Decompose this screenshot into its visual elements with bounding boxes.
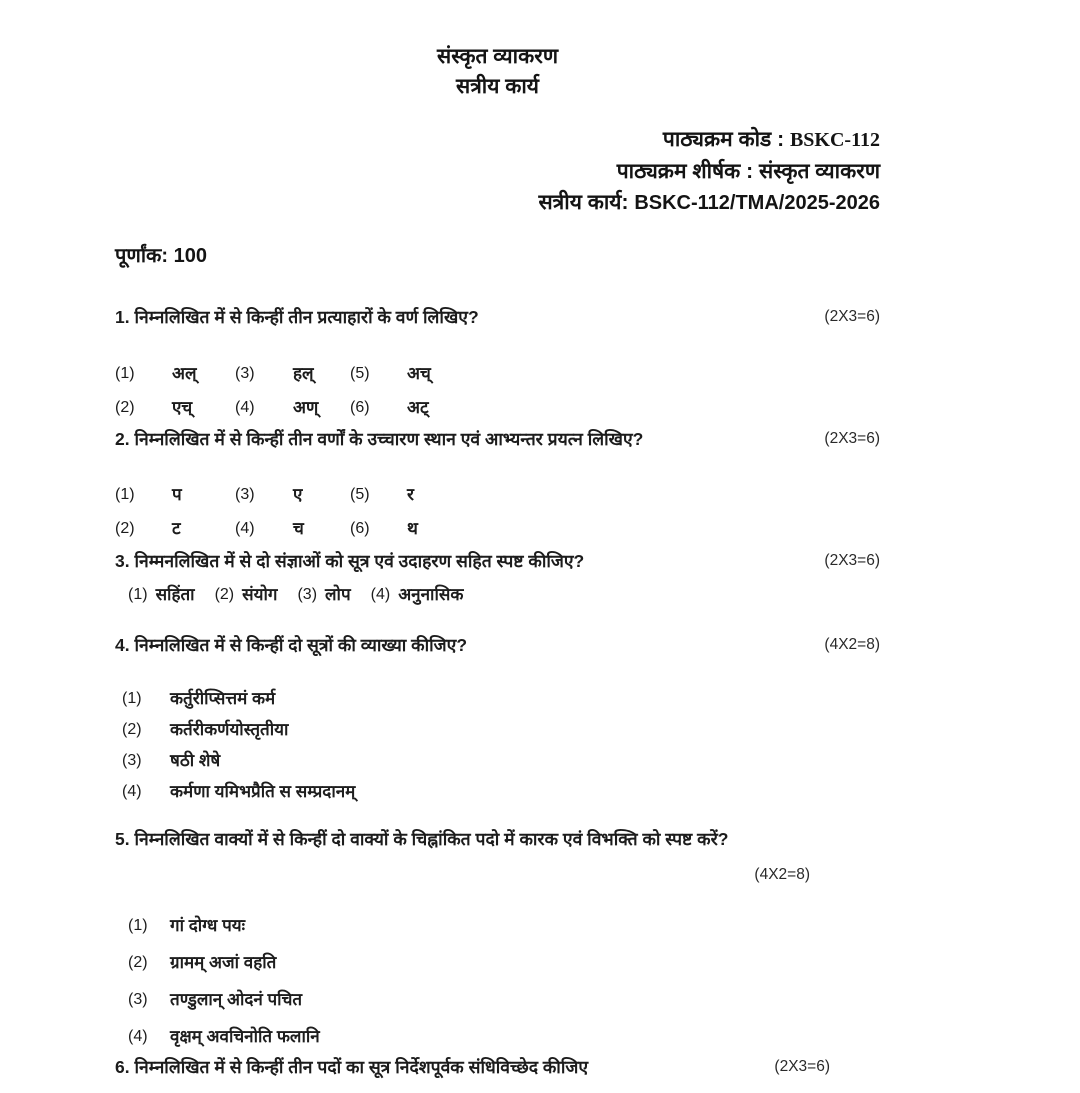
- q1-opt-num: (5): [350, 365, 370, 382]
- q1-opt-val: एच्: [172, 398, 193, 417]
- q1-opt-num: (4): [235, 399, 255, 416]
- session-label: सत्रीय कार्य:: [538, 191, 629, 214]
- q4-option: [115, 745, 880, 776]
- question-3-options: [115, 583, 880, 607]
- q5-opt-val: वृक्षम् अवचिनोति फलानि: [170, 1027, 320, 1046]
- q4-opt-val: कर्तुरीप्सित्तमं कर्म: [170, 689, 276, 708]
- q2-opt-num: (3): [235, 486, 255, 503]
- question-6-text: 6. निम्नलिखित में से किन्हीं तीन पदों का सूत्र निर्देशपूर्वक संधिविच्छेद कीजिए: [115, 1057, 589, 1077]
- q3-opt-num: (4): [370, 586, 391, 603]
- document-content: [115, 0, 880, 1079]
- q5-opt-num: (3): [128, 991, 148, 1008]
- question-6-marks: (2X3=6): [774, 1058, 830, 1075]
- q2-opt-num: (6): [350, 520, 370, 537]
- q2-opt-num: (5): [350, 486, 370, 503]
- q5-option: [115, 944, 880, 981]
- question-5-options: [115, 907, 880, 1055]
- question-2: [115, 427, 880, 451]
- q4-opt-num: (3): [122, 752, 142, 769]
- q1-opt-num: (3): [235, 365, 255, 382]
- question-4-text: 4. निम्नलिखित में से किन्हीं दो सूत्रों की व्याख्या कीजिए?: [115, 635, 468, 655]
- q5-opt-val: ग्रामम् अजां वहति: [170, 953, 277, 972]
- q4-opt-val: कर्तरीकर्णयोस्तृतीया: [170, 720, 289, 739]
- q4-opt-val: षठी शेषे: [170, 751, 221, 770]
- session-line: [115, 187, 880, 219]
- session-value: BSKC-112/TMA/2025-2026: [634, 192, 880, 214]
- question-4-marks: (4X2=8): [824, 636, 880, 653]
- question-2-text: 2. निम्नलिखित में से किन्हीं तीन वर्णों के उच्चारण स्थान एवं आभ्यन्तर प्रयत्न लिखिए?: [115, 429, 644, 449]
- question-2-marks: (2X3=6): [824, 430, 880, 447]
- q3-opt-val: सहिंता: [155, 585, 195, 604]
- q1-opt-val: अल्: [172, 364, 197, 383]
- q2-opt-val: च: [293, 519, 304, 538]
- q5-opt-num: (2): [128, 954, 148, 971]
- q3-opt-num: (2): [214, 586, 235, 603]
- q4-opt-num: (2): [122, 721, 142, 738]
- title-line-2: सत्रीय कार्य: [456, 75, 539, 98]
- q4-option: [115, 776, 880, 807]
- q3-option: [215, 583, 278, 607]
- q2-opt-val: र: [407, 485, 414, 504]
- q1-opt-val: हल्: [293, 364, 314, 383]
- q3-opt-num: (1): [128, 586, 148, 603]
- q1-opt-num: (2): [115, 399, 135, 416]
- q5-option: [115, 1018, 880, 1055]
- question-1: [115, 305, 880, 329]
- question-1-marks: (2X3=6): [824, 308, 880, 325]
- document-title: [115, 42, 880, 102]
- q5-opt-num: (4): [128, 1028, 148, 1045]
- course-title-label: पाठ्यक्रम शीर्षक :: [616, 160, 754, 183]
- q1-opt-num: (1): [115, 365, 135, 382]
- question-5-marks: (4X2=8): [754, 866, 810, 883]
- q2-opt-val: ट: [172, 519, 181, 538]
- q5-opt-val: तण्डुलान् ओदनं पचित: [170, 990, 303, 1009]
- q2-opt-val: ए: [293, 485, 303, 504]
- q3-opt-val: संयोग: [242, 585, 278, 604]
- question-5-text: 5. निम्नलिखित वाक्यों में से किन्हीं दो वाक्यों के चिह्नांकित पदो में कारक एवं विभक्ति को स्पष्ट करें?: [115, 829, 729, 849]
- q1-opt-num: (6): [350, 399, 370, 416]
- q4-opt-num: (1): [122, 690, 142, 707]
- q5-option: [115, 907, 880, 944]
- q4-opt-num: (4): [122, 783, 142, 800]
- q1-opt-val: अच्: [407, 364, 431, 383]
- question-5: [115, 827, 880, 851]
- question-1-text: 1. निम्नलिखित में से किन्हीं तीन प्रत्याहारों के वर्ण लिखिए?: [115, 307, 479, 327]
- max-marks: पूर्णांक: 100: [115, 245, 207, 267]
- q4-opt-val: कर्मणा यमिभप्रैति स सम्प्रदानम्: [170, 782, 356, 801]
- q2-opt-val: प: [172, 485, 182, 504]
- q3-opt-val: अनुनासिक: [398, 585, 464, 604]
- course-title-value: संस्कृत व्याकरण: [759, 160, 880, 183]
- q2-opt-val: थ: [407, 519, 418, 538]
- question-3-marks: (2X3=6): [824, 552, 880, 569]
- q3-opt-val: लोप: [325, 585, 351, 604]
- q1-opt-val: अट्: [407, 398, 429, 417]
- q4-option: [115, 683, 880, 714]
- course-info-block: [115, 124, 880, 219]
- course-title-line: [115, 156, 880, 187]
- q5-option: [115, 981, 880, 1018]
- question-1-options: [115, 357, 880, 425]
- q3-option: [297, 583, 350, 607]
- course-code-value: BSKC-112: [789, 129, 880, 151]
- q3-option: [128, 583, 195, 607]
- course-code-label: पाठ्यक्रम कोड :: [662, 128, 785, 151]
- question-2-options: [115, 478, 880, 546]
- question-3: [115, 549, 880, 573]
- question-3-text: 3. निम्मनलिखित में से दो संज्ञाओं को सूत्र एवं उदाहरण सहित स्पष्ट कीजिए?: [115, 551, 585, 571]
- question-6: [115, 1055, 880, 1079]
- q2-opt-num: (4): [235, 520, 255, 537]
- q3-option: [371, 583, 464, 607]
- q2-opt-num: (1): [115, 486, 135, 503]
- q1-opt-val: अण्: [293, 398, 319, 417]
- course-code-line: [115, 124, 880, 156]
- q4-option: [115, 714, 880, 745]
- question-4: [115, 633, 880, 657]
- title-line-1: संस्कृत व्याकरण: [437, 45, 558, 68]
- q5-opt-val: गां दोग्ध पयः: [170, 916, 246, 935]
- q5-opt-num: (1): [128, 917, 148, 934]
- q2-opt-num: (2): [115, 520, 135, 537]
- q3-opt-num: (3): [297, 586, 318, 603]
- question-4-options: [115, 683, 880, 807]
